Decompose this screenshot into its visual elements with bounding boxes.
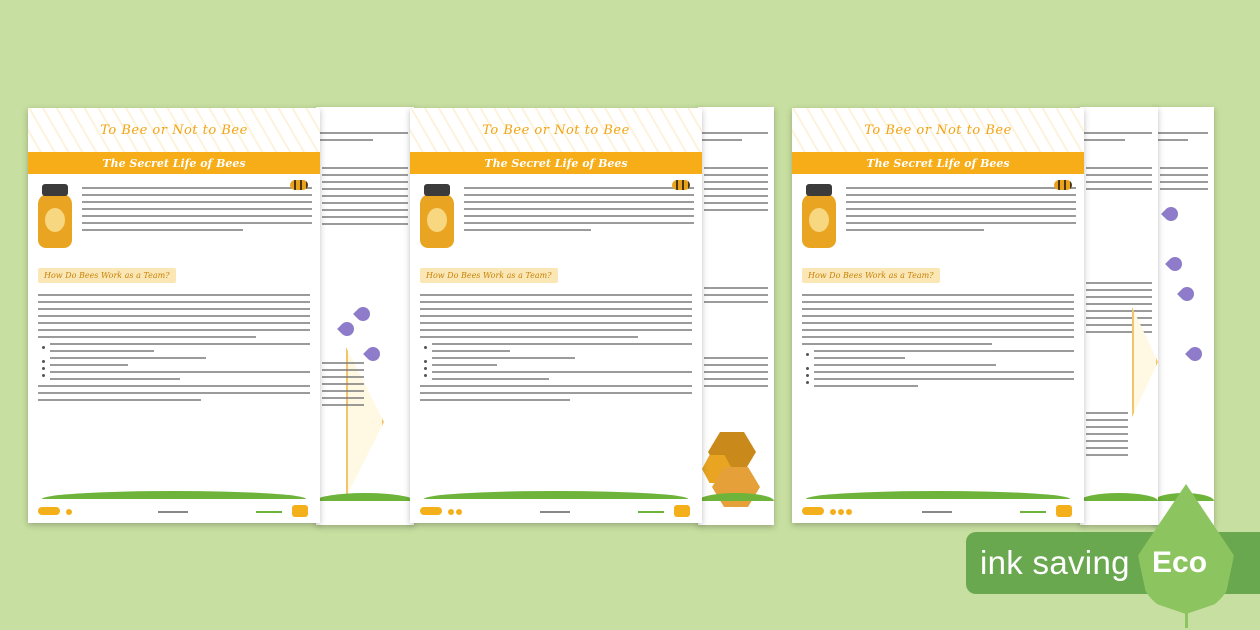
difficulty-star-icon	[838, 509, 844, 515]
worksheet-set-3	[792, 105, 1172, 523]
flower-icon	[353, 304, 373, 324]
back-page-3b	[1154, 107, 1214, 525]
worksheet-set-1	[28, 105, 408, 523]
series-header: To Bee or Not to Bee	[482, 122, 630, 138]
bee-icon	[1054, 180, 1072, 190]
difficulty-star-icon	[448, 509, 454, 515]
series-header: To Bee or Not to Bee	[864, 122, 1012, 138]
ink-saving-label: ink saving	[980, 544, 1130, 581]
worksheet-title: The Secret Life of Bees	[484, 156, 628, 170]
section-heading: How Do Bees Work as a Team?	[802, 268, 940, 283]
eco-label: Eco	[1152, 546, 1208, 579]
flower-icon	[1165, 254, 1185, 274]
difficulty-star-icon	[66, 509, 72, 515]
leaf-stem	[1185, 590, 1188, 628]
honey-jar-icon	[800, 184, 838, 250]
bee-icon	[290, 180, 308, 190]
difficulty-star-icon	[456, 509, 462, 515]
section-heading: How Do Bees Work as a Team?	[420, 268, 558, 283]
flower-icon	[1177, 284, 1197, 304]
worksheet-set-2	[410, 105, 790, 523]
back-page-2	[698, 107, 774, 525]
worksheet-page-3	[792, 108, 1084, 523]
flower-icon	[1185, 344, 1205, 364]
section-heading: How Do Bees Work as a Team?	[38, 268, 176, 283]
back-page-1	[316, 107, 414, 525]
difficulty-star-icon	[830, 509, 836, 515]
bee-icon	[672, 180, 690, 190]
worksheet-page-1	[28, 108, 320, 523]
worksheet-page-2	[410, 108, 702, 523]
flower-icon	[337, 319, 357, 339]
honey-jar-icon	[418, 184, 456, 250]
worksheet-title: The Secret Life of Bees	[102, 156, 246, 170]
honey-jar-icon	[36, 184, 74, 250]
flower-icon	[1161, 204, 1181, 224]
back-page-3	[1080, 107, 1158, 525]
worksheet-title: The Secret Life of Bees	[866, 156, 1010, 170]
series-header: To Bee or Not to Bee	[100, 122, 248, 138]
difficulty-star-icon	[846, 509, 852, 515]
flower-icon	[363, 344, 383, 364]
